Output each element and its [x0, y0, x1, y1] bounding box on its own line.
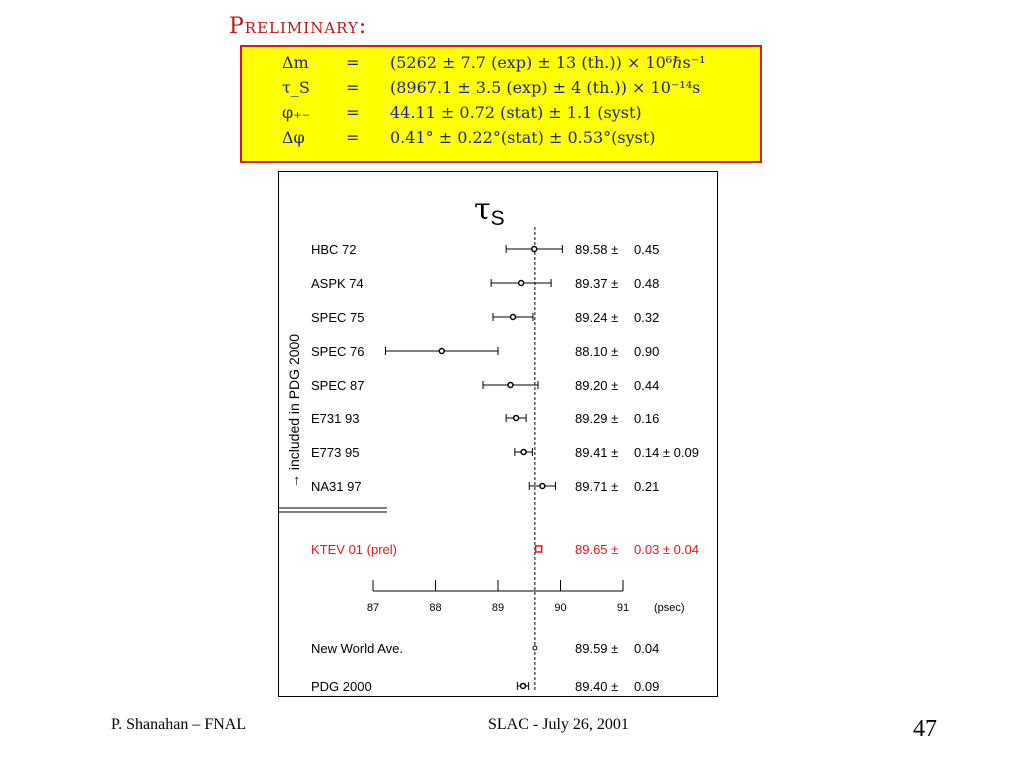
equation-row [242, 78, 760, 102]
equation-symbol: τ_S [282, 78, 310, 97]
data-point [533, 646, 537, 650]
footer-author: P. Shanahan – FNAL [111, 716, 247, 733]
data-point [540, 484, 545, 489]
equation-row [242, 103, 760, 127]
row-label: HBC 72 [311, 242, 357, 257]
row-error: 0.04 [634, 641, 660, 656]
row-label: NA31 97 [311, 479, 362, 494]
row-value: 89.29 ± [575, 411, 619, 426]
row-label: SPEC 87 [311, 378, 365, 393]
equation-symbol: φ₊₋ [282, 103, 311, 122]
data-point [532, 247, 537, 252]
row-value: 89.59 ± [575, 641, 619, 656]
row-value: 88.10 ± [575, 344, 619, 359]
x-tick-label: 91 [616, 602, 630, 614]
row-label: PDG 2000 [311, 679, 372, 694]
row-value: 89.65 ± [575, 542, 619, 557]
row-error: 0.90 [634, 344, 660, 359]
footer-event: SLAC - July 26, 2001 [488, 716, 629, 733]
data-point [519, 281, 524, 286]
row-label: SPEC 76 [311, 344, 365, 359]
equation-row [242, 53, 760, 77]
row-value: 89.24 ± [575, 310, 619, 325]
row-error: 0.32 [634, 310, 660, 325]
equation-value: (8967.1 ± 3.5 (exp) ± 4 (th.)) × 10⁻¹⁴s [390, 78, 701, 97]
x-tick-label: 87 [366, 602, 380, 614]
equation-symbol: Δφ [282, 128, 305, 147]
row-error: 0.45 [634, 242, 660, 257]
equation-symbol: Δm [282, 53, 309, 72]
row-value: 89.71 ± [575, 479, 619, 494]
x-tick-label: 88 [429, 602, 442, 614]
equation-value: 44.11 ± 0.72 (stat) ± 1.1 (syst) [390, 103, 642, 122]
x-tick-label: 90 [554, 602, 567, 614]
chart-panel [278, 171, 718, 697]
row-label: ASPK 74 [311, 276, 364, 291]
side-label: → included in PDG 2000 [286, 333, 302, 488]
data-point [536, 546, 542, 552]
equation-equals: = [346, 53, 360, 72]
equation-equals: = [346, 103, 360, 122]
row-label: E773 95 [311, 445, 360, 460]
row-error: 0.48 [634, 276, 660, 291]
row-label: KTEV 01 (prel) [311, 542, 397, 557]
chart-title: $\tau_S$ [474, 192, 505, 230]
data-point [514, 416, 519, 421]
row-error: 0.09 [634, 679, 660, 694]
row-label: New World Ave. [311, 641, 404, 656]
row-error: 0.14 ± 0.09 [634, 445, 699, 460]
equation-value: 0.41° ± 0.22°(stat) ± 0.53°(syst) [390, 128, 656, 147]
equation-equals: = [346, 128, 360, 147]
data-point [508, 383, 513, 388]
results-box [240, 45, 762, 163]
row-value: 89.58 ± [575, 242, 619, 257]
tau-s-chart [279, 172, 717, 696]
row-value: 89.41 ± [575, 445, 619, 460]
x-tick-label: 89 [491, 602, 505, 614]
row-label: SPEC 75 [311, 310, 365, 325]
slide-title: Preliminary: [229, 14, 368, 39]
data-point [521, 684, 526, 689]
equation-value: (5262 ± 7.7 (exp) ± 13 (th.)) × 10⁶ℏs⁻¹ [390, 53, 706, 72]
page-number: 47 [913, 716, 937, 742]
row-value: 89.20 ± [575, 378, 619, 393]
equation-row [242, 128, 760, 152]
data-point [511, 315, 516, 320]
row-label: E731 93 [311, 411, 360, 426]
row-error: 0.03 ± 0.04 [634, 542, 699, 557]
data-point [439, 349, 444, 354]
row-value: 89.40 ± [575, 679, 619, 694]
row-error: 0.44 [634, 378, 660, 393]
x-axis-unit: (psec) [654, 602, 685, 614]
row-error: 0.21 [634, 479, 660, 494]
equation-equals: = [346, 78, 360, 97]
data-point [521, 450, 526, 455]
row-value: 89.37 ± [575, 276, 619, 291]
row-error: 0.16 [634, 411, 660, 426]
